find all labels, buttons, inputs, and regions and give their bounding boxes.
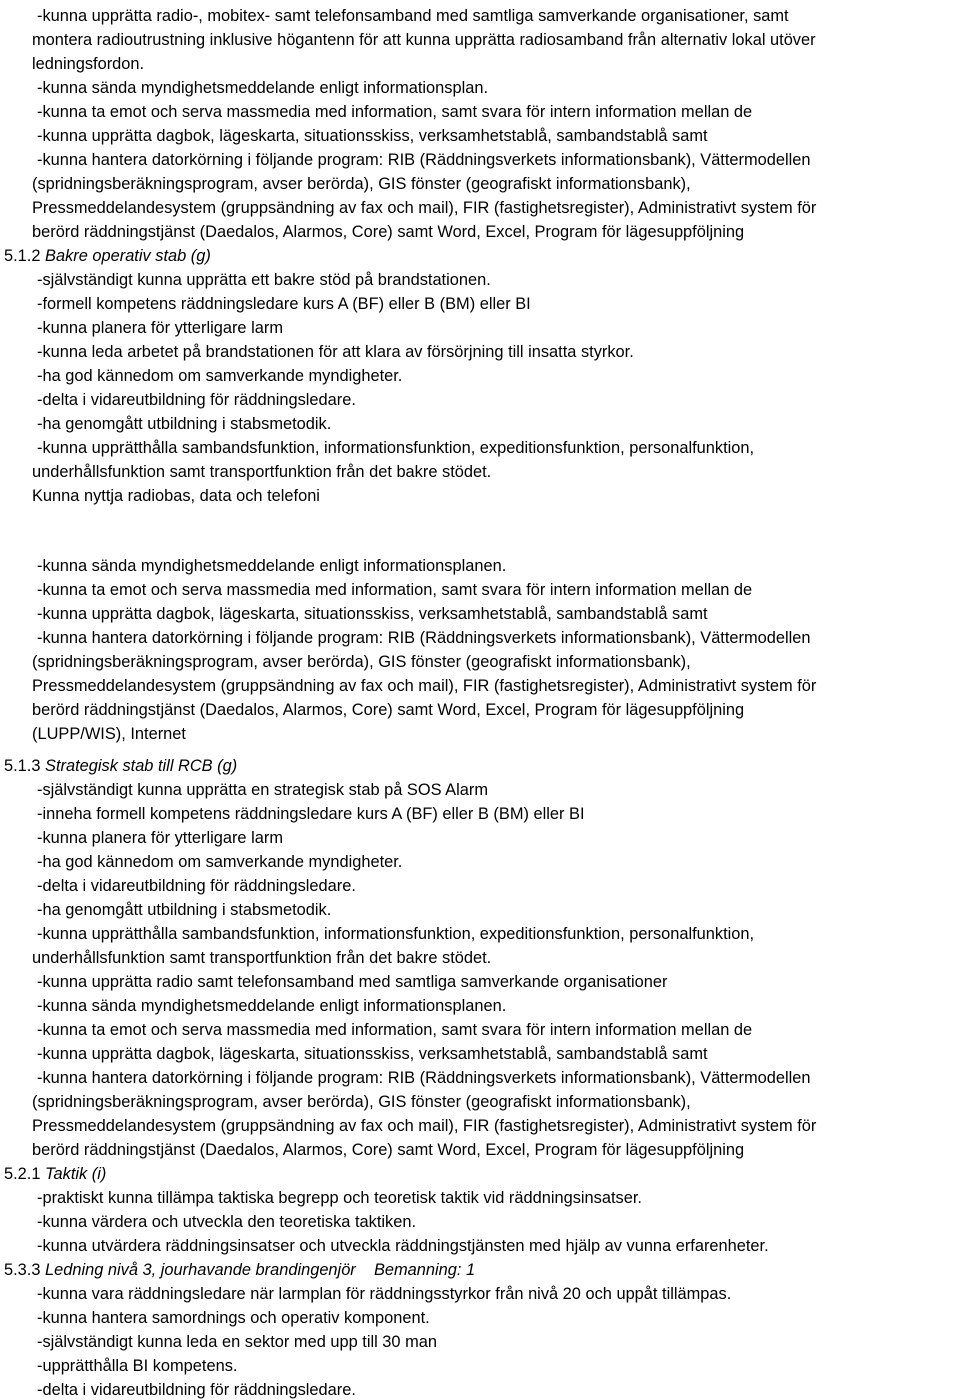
text-line: berörd räddningstjänst (Daedalos, Alarmos, Core) samt Word, Excel, Program för lägesuppföljning — [32, 223, 745, 241]
text-line: (LUPP/WIS), Internet — [32, 725, 186, 743]
text-line: -kunna upprätthålla sambandsfunktion, informationsfunktion, expeditionsfunktion, personalfunktion, — [37, 439, 755, 457]
text-line: -kunna utvärdera räddningsinsatser och utveckla räddningstjänsten med hjälp av vunna erfarenheter. — [37, 1237, 769, 1255]
text-line: -kunna sända myndighetsmeddelande enligt informationsplanen. — [37, 997, 507, 1015]
text-line: -kunna upprätthålla sambandsfunktion, informationsfunktion, expeditionsfunktion, personalfunktion, — [37, 925, 755, 943]
text-line: -praktiskt kunna tillämpa taktiska begrepp och teoretisk taktik vid räddningsinsatser. — [37, 1189, 642, 1207]
text-line: -kunna upprätta radio samt telefonsamband med samtliga samverkande organisationer — [37, 973, 668, 991]
text-line: -delta i vidareutbildning för räddningsledare. — [37, 391, 356, 409]
text-line: -delta i vidareutbildning för räddningsledare. — [37, 877, 356, 895]
text-line: -självständigt kunna upprätta ett bakre stöd på brandstationen. — [37, 271, 491, 289]
text-line: (spridningsberäkningsprogram, avser berörda), GIS fönster (geografiskt informationsbank), — [32, 175, 691, 193]
text-line: underhållsfunktion samt transportfunktion från det bakre stödet. — [32, 463, 492, 481]
text-line: -kunna upprätta radio-, mobitex- samt telefonsamband med samtliga samverkande organisationer, samt — [37, 7, 789, 25]
text-line: -kunna ta emot och serva massmedia med information, samt svara för intern information mellan de — [37, 103, 753, 121]
text-line: -delta i vidareutbildning för räddningsledare. — [37, 1381, 356, 1399]
text-line: -kunna sända myndighetsmeddelande enligt informationsplanen. — [37, 557, 507, 575]
section-heading: 5.1.3 Strategisk stab till RCB (g) — [4, 757, 238, 775]
text-line: -kunna hantera datorkörning i följande program: RIB (Räddningsverkets informationsbank), Vättermodellen — [37, 629, 811, 647]
text-line: -kunna sända myndighetsmeddelande enligt informationsplan. — [37, 79, 489, 97]
text-line: -kunna upprätta dagbok, lägeskarta, situationsskiss, verksamhetstablå, sambandstablå samt — [37, 605, 708, 623]
text-line: ledningsfordon. — [32, 55, 145, 73]
text-line: -kunna planera för ytterligare larm — [37, 829, 283, 847]
text-line: -kunna planera för ytterligare larm — [37, 319, 283, 337]
text-line: -kunna upprätta dagbok, lägeskarta, situationsskiss, verksamhetstablå, sambandstablå samt — [37, 127, 708, 145]
text-line: -kunna vara räddningsledare när larmplan för räddningsstyrkor från nivå 20 och uppåt tillämpas. — [37, 1285, 732, 1303]
text-line: montera radioutrustning inklusive högantenn för att kunna upprätta radiosamband från alternativ lokal utöver — [32, 31, 816, 49]
section-heading: 5.3.3 Ledning nivå 3, jourhavande brandingenjör Bemanning: 1 — [4, 1261, 476, 1279]
text-line: -självständigt kunna upprätta en strategisk stab på SOS Alarm — [37, 781, 488, 799]
text-line: berörd räddningstjänst (Daedalos, Alarmos, Core) samt Word, Excel, Program för lägesuppföljning — [32, 701, 745, 719]
text-line: -kunna hantera datorkörning i följande program: RIB (Räddningsverkets informationsbank), Vättermodellen — [37, 151, 811, 169]
text-line: -upprätthålla BI kompetens. — [37, 1357, 238, 1375]
text-line: underhållsfunktion samt transportfunktion från det bakre stödet. — [32, 949, 492, 967]
text-line: Kunna nyttja radiobas, data och telefoni — [32, 487, 320, 505]
text-line: (spridningsberäkningsprogram, avser berörda), GIS fönster (geografiskt informationsbank), — [32, 653, 691, 671]
text-line: -kunna ta emot och serva massmedia med information, samt svara för intern information mellan de — [37, 1021, 753, 1039]
text-line: -ha god kännedom om samverkande myndigheter. — [37, 367, 403, 385]
text-line: -kunna värdera och utveckla den teoretiska taktiken. — [37, 1213, 417, 1231]
text-line: -formell kompetens räddningsledare kurs A (BF) eller B (BM) eller BI — [37, 295, 531, 313]
text-line: -ha genomgått utbildning i stabsmetodik. — [37, 901, 332, 919]
text-line: -ha god kännedom om samverkande myndigheter. — [37, 853, 403, 871]
text-line: -kunna ta emot och serva massmedia med information, samt svara för intern information mellan de — [37, 581, 753, 599]
text-line: Pressmeddelandesystem (gruppsändning av fax och mail), FIR (fastighetsregister), Administrativt system för — [32, 1117, 817, 1135]
text-line: -ha genomgått utbildning i stabsmetodik. — [37, 415, 332, 433]
text-line: (spridningsberäkningsprogram, avser berörda), GIS fönster (geografiskt informationsbank), — [32, 1093, 691, 1111]
text-line: Pressmeddelandesystem (gruppsändning av fax och mail), FIR (fastighetsregister), Administrativt system för — [32, 677, 817, 695]
text-line: -kunna hantera samordnings och operativ komponent. — [37, 1309, 430, 1327]
text-line: -kunna upprätta dagbok, lägeskarta, situationsskiss, verksamhetstablå, sambandstablå samt — [37, 1045, 708, 1063]
section-heading: 5.1.2 Bakre operativ stab (g) — [4, 247, 211, 265]
text-line: -inneha formell kompetens räddningsledare kurs A (BF) eller B (BM) eller BI — [37, 805, 585, 823]
text-line: berörd räddningstjänst (Daedalos, Alarmos, Core) samt Word, Excel, Program för lägesuppföljning — [32, 1141, 745, 1159]
text-line: -självständigt kunna leda en sektor med upp till 30 man — [37, 1333, 437, 1351]
text-line: -kunna leda arbetet på brandstationen för att klara av försörjning till insatta styrkor. — [37, 343, 634, 361]
text-line: -kunna hantera datorkörning i följande program: RIB (Räddningsverkets informationsbank), Vättermodellen — [37, 1069, 811, 1087]
text-line: Pressmeddelandesystem (gruppsändning av fax och mail), FIR (fastighetsregister), Administrativt system för — [32, 199, 817, 217]
section-heading: 5.2.1 Taktik (i) — [4, 1165, 107, 1183]
